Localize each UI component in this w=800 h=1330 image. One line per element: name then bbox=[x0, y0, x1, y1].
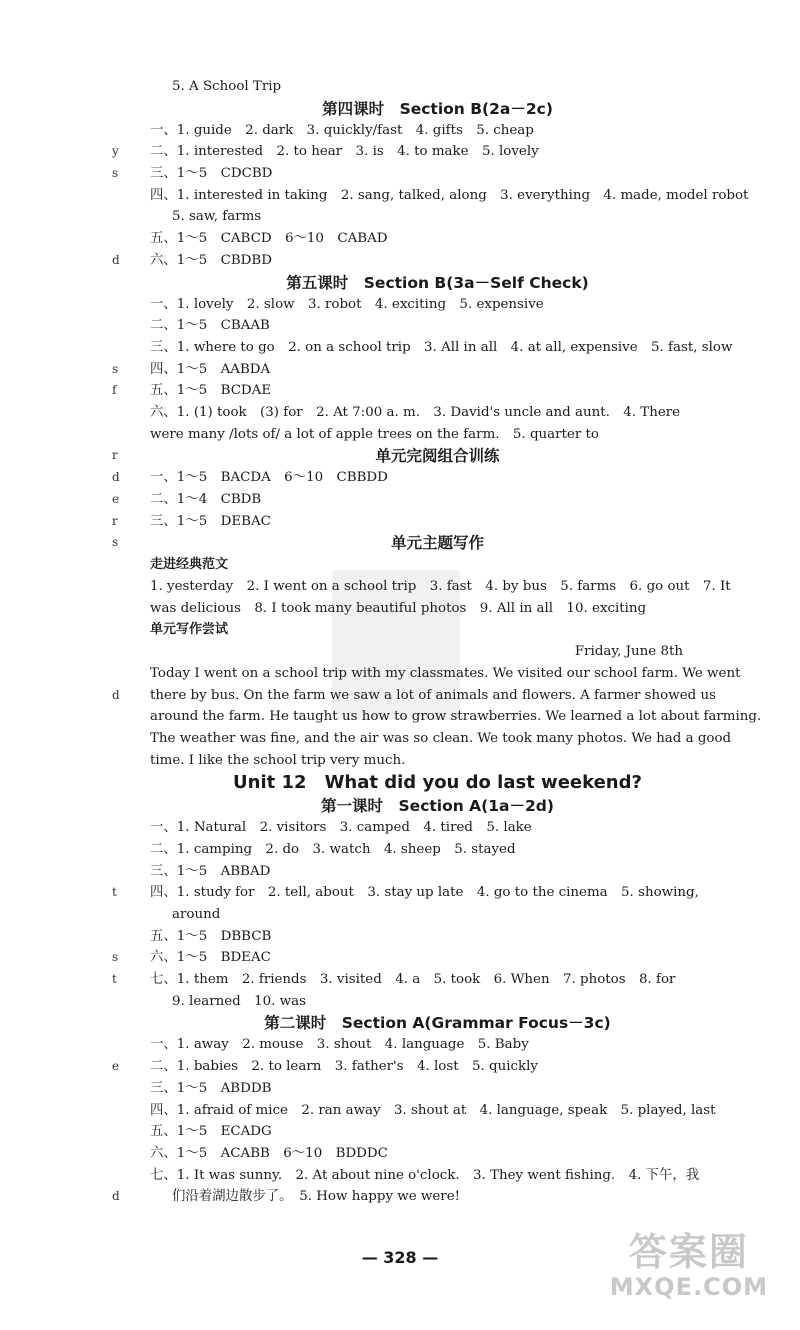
answer-line: 四、1. study for 2. tell, about 3. stay up late 4. go to the cinema 5. showing, bbox=[150, 885, 699, 901]
answer-line: 四、1. interested in taking 2. sang, talked, along 3. everything 4. made, model robot bbox=[150, 187, 749, 203]
margin-letter: e bbox=[112, 1059, 120, 1073]
section-heading: 第二课时 Section A(Grammar Focus－3c) bbox=[264, 1014, 611, 1033]
answer-content bbox=[150, 76, 762, 1208]
margin-letter: y bbox=[112, 144, 119, 158]
answer-line: 5. saw, farms bbox=[172, 209, 262, 225]
margin-letter: r bbox=[112, 514, 118, 528]
answer-line: were many /lots of/ a lot of apple trees on the farm. 5. quarter to bbox=[150, 426, 599, 442]
answer-line: 一、1. away 2. mouse 3. shout 4. language 5. Baby bbox=[150, 1037, 529, 1053]
answer-line: 二、1～5 CBAAB bbox=[150, 318, 270, 334]
answer-line: 1. yesterday 2. I went on a school trip 3. fast 4. by bus 5. farms 6. go out 7. It bbox=[150, 579, 731, 595]
answer-line: 三、1～5 ABDDB bbox=[150, 1080, 272, 1096]
answer-line: 四、1. afraid of mice 2. ran away 3. shout at 4. language, speak 5. played, last bbox=[150, 1102, 716, 1118]
margin-letter: d bbox=[112, 253, 120, 267]
subsection-heading: 单元写作尝试 bbox=[150, 622, 229, 638]
margin-letter: t bbox=[112, 972, 117, 986]
answer-line: 一、1. Natural 2. visitors 3. camped 4. tired 5. lake bbox=[150, 820, 532, 836]
answer-line: 六、1～5 BDEAC bbox=[150, 950, 271, 966]
answer-line: 一、1～5 BACDA 6～10 CBBDD bbox=[150, 470, 388, 486]
answer-line: 一、1. guide 2. dark 3. quickly/fast 4. gifts 5. cheap bbox=[150, 122, 534, 138]
margin-letter: d bbox=[112, 470, 120, 484]
section-heading: 第五课时 Section B(3a－Self Check) bbox=[286, 273, 589, 292]
margin-letters bbox=[112, 0, 132, 1330]
margin-letter: d bbox=[112, 688, 120, 702]
answer-line: 5. A School Trip bbox=[172, 79, 282, 94]
answer-line: 六、1. (1) took (3) for 2. At 7:00 a. m. 3. David's uncle and aunt. 4. There bbox=[150, 404, 681, 420]
section-heading: 第一课时 Section A(1a－2d) bbox=[321, 797, 554, 816]
margin-letter: r bbox=[112, 448, 118, 462]
answer-line: 七、1. It was sunny. 2. At about nine o'clock. 3. They went fishing. 4. 下午，我 bbox=[150, 1167, 700, 1183]
answer-line: around the farm. He taught us how to grow strawberries. We learned a lot about farming. bbox=[150, 709, 762, 725]
answer-line: 二、1. babies 2. to learn 3. father's 4. lost 5. quickly bbox=[150, 1059, 538, 1075]
subsection-heading: 走进经典范文 bbox=[150, 557, 229, 573]
answer-line: 二、1. interested 2. to hear 3. is 4. to make 5. lovely bbox=[150, 144, 539, 160]
answer-line: around bbox=[172, 907, 221, 922]
answer-line: 五、1～5 DBBCB bbox=[150, 928, 272, 944]
margin-letter: d bbox=[112, 1189, 120, 1203]
answer-line: Today I went on a school trip with my classmates. We visited our school farm. We went bbox=[150, 665, 741, 681]
answer-line: 三、1. where to go 2. on a school trip 3. All in all 4. at all, expensive 5. fast, slow bbox=[150, 339, 733, 355]
answer-line: 五、1～5 ECADG bbox=[150, 1124, 272, 1140]
answer-line: 五、1～5 CABCD 6～10 CABAD bbox=[150, 231, 388, 247]
answer-line: 三、1～5 CDCBD bbox=[150, 166, 273, 182]
margin-letter: s bbox=[112, 166, 119, 180]
margin-letter: s bbox=[112, 362, 119, 376]
site-watermark bbox=[610, 1232, 768, 1300]
section-heading: 单元主题写作 bbox=[390, 534, 484, 553]
answer-line: Friday, June 8th bbox=[574, 644, 683, 660]
answer-line: was delicious 8. I took many beautiful photos 9. All in all 10. exciting bbox=[150, 600, 647, 616]
answer-line: 9. learned 10. was bbox=[172, 993, 307, 1009]
margin-letter: f bbox=[112, 383, 117, 397]
margin-letter: e bbox=[112, 492, 120, 506]
margin-letter: t bbox=[112, 885, 117, 899]
answer-line: 一、1. lovely 2. slow 3. robot 4. exciting 5. expensive bbox=[150, 296, 544, 312]
answer-line: 三、1～5 DEBAC bbox=[150, 513, 271, 529]
margin-letter: s bbox=[112, 950, 119, 964]
answer-line: 二、1～4 CBDB bbox=[150, 492, 262, 507]
answer-line: there by bus. On the farm we saw a lot of animals and flowers. A farmer showed us bbox=[150, 687, 716, 703]
answer-line: 六、1～5 CBDBD bbox=[150, 252, 272, 268]
answer-line: 三、1～5 ABBAD bbox=[150, 863, 271, 879]
answer-line: The weather was fine, and the air was so clean. We took many photos. We had a good bbox=[150, 730, 732, 746]
answer-line: 四、1～5 AABDA bbox=[150, 361, 271, 377]
watermark-url: MXQE.COM bbox=[609, 1272, 768, 1301]
answer-line: 们沿着湖边散步了。 5. How happy we were! bbox=[172, 1189, 461, 1205]
section-heading: 第四课时 Section B(2a－2c) bbox=[322, 99, 553, 118]
answer-line: 七、1. them 2. friends 3. visited 4. a 5. took 6. When 7. photos 8. for bbox=[150, 972, 676, 988]
answer-line: 二、1. camping 2. do 3. watch 4. sheep 5. stayed bbox=[150, 841, 516, 857]
page-number: — 328 — bbox=[361, 1248, 439, 1267]
answer-line: 六、1～5 ACABB 6～10 BDDDC bbox=[150, 1145, 388, 1161]
section-heading: Unit 12 What did you do last weekend? bbox=[233, 772, 642, 794]
watermark-logo-text: 答案圈 bbox=[628, 1230, 749, 1274]
margin-letter: s bbox=[112, 535, 119, 549]
section-heading: 单元完阅组合训练 bbox=[375, 447, 500, 466]
answer-line: time. I like the school trip very much. bbox=[150, 752, 406, 768]
answer-line: 五、1～5 BCDAE bbox=[150, 383, 272, 399]
